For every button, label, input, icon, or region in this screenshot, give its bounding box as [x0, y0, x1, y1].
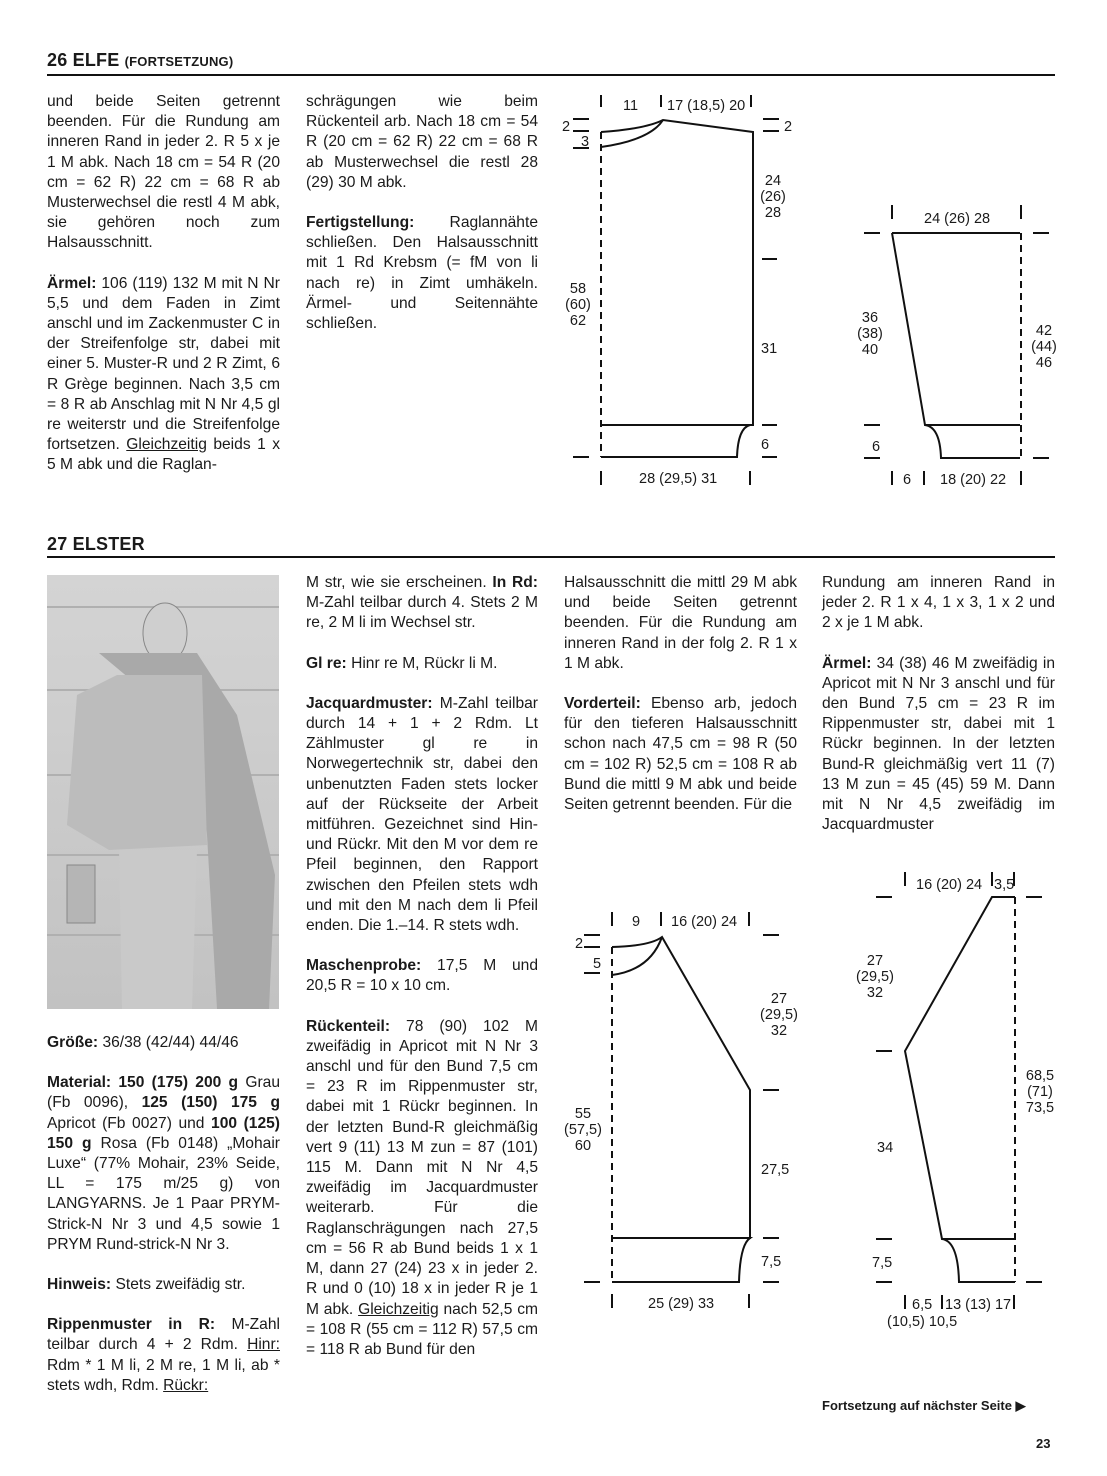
text: Ebenso arb, jedoch für den tieferen Halsausschnitt schon nach 47,5 cm = 98 R (50 cm = 102 R) 52,5 cm = 108 R ab Bund die mittl 9 M abk und beide Seiten getrennt beenden. Für die — [564, 695, 797, 814]
dim-label: 27 — [770, 991, 788, 1007]
paragraph-rib — [47, 1315, 280, 1396]
label: Ärmel: — [822, 654, 872, 672]
label: Größe: — [47, 1034, 99, 1051]
paragraph-back — [306, 1017, 538, 1360]
dim-label: 6 — [761, 437, 770, 453]
paragraph: und beide Seiten getrennt beenden. Für die Rundung am inneren Rand in jeder 2. R 5 x je 1 M abk. Nach 18 cm = 54 R (20 cm = 62 R) 22 cm = 68 R ab Musterwechsel die restl 4 M abk, sie gehören noch zum Halsausschnitt. — [47, 93, 280, 252]
dim-label: (60) — [565, 297, 591, 313]
model-photo — [47, 575, 279, 1009]
dim-label: 2 — [575, 936, 584, 952]
text: Stets zweifädig str. — [111, 1276, 246, 1294]
dim-label: 7,5 — [761, 1254, 782, 1270]
text: M str, wie sie erscheinen. — [306, 574, 493, 591]
photo-illustration — [47, 575, 279, 1009]
emphasis: Hinr: — [247, 1336, 280, 1354]
text: 34 (38) 46 M zweifädig in Apricot mit N Nr 3 anschl und für den Bund 7,5 cm = 23 R im Rippenmuster str, dabei mit 1 Rückr beginnen. In der letzten Bund-R gleichmäßig vert 11 (7) 13 M zun = 45 (45) 59 M. Dann mit N Nr 4,5 zweifädig im Jacquardmuster — [822, 654, 1055, 834]
rib-outline — [925, 425, 1020, 458]
paragraph-sleeve — [822, 654, 1055, 836]
paragraph-front — [564, 694, 797, 815]
label: Hinweis: — [47, 1276, 112, 1294]
dim-label: 6,5 — [912, 1297, 933, 1313]
label: Vorderteil: — [564, 695, 641, 713]
neck-curve — [612, 937, 662, 975]
dim-label: 62 — [569, 313, 587, 329]
outline — [612, 937, 750, 1238]
dim-label: 25 (29) 33 — [648, 1296, 715, 1312]
amount: 125 (150) 175 g — [141, 1094, 280, 1112]
text-column-27-4 — [822, 573, 1055, 855]
paragraph-size — [47, 1033, 280, 1053]
text: 78 (90) 102 M zweifädig in Apricot mit N Nr 3 anschl und für den Bund 7,5 cm = 23 R im Rippenmuster str, dabei mit 1 Rückr beginnen. In der letzten Bund-R gleichmäßig vert 9 (11) 13 M zun = 87 (101) 115 M. Dann mit N Nr 4,5 zweifädig im Jacquardmuster weiterarb. Für die Raglanschrägungen nach 27,5 cm = 56 R ab Bund beids 1 x 1 M, dann 27 (24) 23 x in jeder 2. R und 0 (10) 18 x in jeder R je 1 M abk. — [306, 1017, 538, 1318]
dim-label: 73,5 — [1025, 1100, 1055, 1116]
text: beids 1 x 5 M abk und die Raglan- — [47, 436, 280, 474]
dim-label: 16 (20) 24 — [671, 914, 738, 930]
label: Material: — [47, 1074, 112, 1092]
label: Jacquardmuster: — [306, 694, 433, 712]
paragraph-gauge — [306, 956, 538, 996]
section-title: 26 ELFE — [47, 50, 120, 70]
paragraph-jacquard — [306, 694, 538, 936]
dim-label: 27 — [866, 953, 884, 969]
dim-label: 18 (20) 22 — [940, 472, 1007, 488]
dim-label: 58 — [569, 281, 587, 297]
outline — [905, 897, 1015, 1239]
label: Fertigstellung: — [306, 214, 415, 232]
paragraph: schrägungen wie beim Rückenteil arb. Nach 18 cm = 54 R (20 cm = 62 R) 22 cm = 68 R ab Musterwechsel die restl 28 (29) 30 M abk. — [306, 93, 538, 191]
amount: 150 (175) 200 g — [111, 1074, 239, 1092]
text-column-27-1 — [47, 1033, 280, 1416]
dim-label: 42 — [1035, 323, 1053, 339]
paragraph: Rundung am inneren Rand in jeder 2. R 1 x 4, 1 x 3, 1 x 2 und 2 x je 1 M abk. — [822, 574, 1055, 632]
schematic-body-27 — [560, 900, 805, 1320]
dim-label: 2 — [784, 119, 793, 135]
dim-label: 68,5 — [1025, 1068, 1055, 1084]
rib-outline — [942, 1239, 1015, 1282]
label: Ärmel: — [47, 274, 97, 292]
text: Grau (Fb 0096), — [47, 1074, 281, 1112]
dim-label: 11 — [623, 98, 639, 114]
dim-label: 28 (29,5) 31 — [639, 471, 718, 487]
label: Rückenteil: — [306, 1017, 391, 1035]
paragraph: Halsausschnitt die mittl 29 M abk und beide Seiten getrennt beenden. Für die Rundung am inneren Rand in der folg 2. R 1 x 1 M abk. — [564, 574, 797, 672]
text: Hinr re M, Rückr li M. — [346, 654, 498, 672]
paragraph-gl-re — [306, 654, 538, 674]
schematic-sleeve-26 — [840, 195, 1070, 495]
text-column-27-3 — [564, 573, 797, 835]
text: Raglannähte schließen. Den Halsausschnitt mit 1 Rd Krebsm (= fM von li nach re) in Zimt umhäkeln. Ärmel- und Seitennähte schließen. — [306, 214, 538, 333]
text-column-26-1 — [47, 92, 280, 496]
dim-label: 5 — [593, 956, 602, 972]
dim-label: 17 (18,5) 20 — [667, 98, 746, 114]
dim-label: 13 (13) 17 — [945, 1297, 1012, 1313]
amount: 100 (125) 150 g — [47, 1114, 281, 1152]
text-column-26-2 — [306, 92, 538, 354]
text-column-27-2 — [306, 573, 538, 1380]
label: Rippenmuster in R: — [47, 1316, 216, 1334]
emphasis: Gleichzeitig — [126, 436, 207, 454]
dim-label: (26) — [760, 189, 786, 205]
dim-label: 60 — [574, 1138, 592, 1154]
section-header-27 — [47, 533, 1055, 558]
dim-label: 46 — [1035, 355, 1053, 371]
dim-label: 24 (26) 28 — [924, 211, 991, 227]
emphasis: Rückr: — [163, 1376, 209, 1394]
dim-label: 6 — [903, 472, 912, 488]
dim-label: (71) — [1027, 1084, 1053, 1100]
dim-label: 34 — [877, 1140, 894, 1156]
dim-label: 3,5 — [994, 877, 1015, 893]
dim-label: (38) — [857, 326, 883, 342]
label: In Rd: — [492, 574, 538, 591]
schematic-sleeve-27 — [830, 865, 1070, 1335]
text: Apricot (Fb 0027) und — [47, 1114, 212, 1132]
dim-label: 31 — [761, 341, 778, 357]
outline — [601, 120, 753, 425]
dim-label: 2 — [562, 119, 571, 135]
text: 106 (119) 132 M mit N Nr 5,5 und dem Faden in Zimt anschl und im Zackenmuster C in der Streifenfolge str, dabei mit einer 5. Muster-R und 2 R Zimt, 6 R Grège beginnen. Nach 3,5 cm = 8 R ab Anschlag mit N Nr 4,5 gl re weiterstr und die Streifenfolge fortsetzen. — [47, 274, 280, 454]
label: Gl re: — [306, 654, 347, 672]
text: Rosa (Fb 0148) „Mohair Luxe“ (77% Mohair, 23% Seide, LL = 175 m/25 g) von LANGYARNS. Je 1 Paar PRYM-Strick-N Nr 3 und 4,5 sowie 1 PRYM Rund-strick-N Nr 3. — [47, 1134, 280, 1253]
paragraph-material — [47, 1073, 280, 1255]
text: 36/38 (42/44) 44/46 — [98, 1034, 239, 1051]
emphasis: Gleichzeitig — [358, 1300, 439, 1318]
schematic-body-26 — [555, 85, 815, 495]
paragraph-finishing — [306, 213, 538, 334]
dim-label: 3 — [581, 134, 590, 150]
dim-label: (10,5) 10,5 — [887, 1314, 958, 1330]
continue-next-page-link[interactable]: Fortsetzung auf nächster Seite ▶ — [822, 1398, 1026, 1413]
dim-label: 16 (20) 24 — [916, 877, 983, 893]
dim-label: 32 — [770, 1023, 788, 1039]
dim-label: 40 — [861, 342, 879, 358]
paragraph-hint — [47, 1275, 280, 1295]
text: 17,5 M und 20,5 R = 10 x 10 cm. — [306, 957, 538, 995]
dim-label: 32 — [866, 985, 884, 1001]
dim-label: 36 — [861, 310, 879, 326]
dim-label: 27,5 — [761, 1162, 790, 1178]
rib-outline — [601, 425, 750, 457]
section-header-26 — [47, 49, 1055, 76]
page-number: 23 — [1036, 1436, 1051, 1451]
section-title: 27 ELSTER — [47, 534, 145, 554]
text: M-Zahl teilbar durch 4. Stets 2 M re, 2 M li im Wechsel str. — [306, 594, 538, 632]
dim-label: 9 — [632, 914, 641, 930]
section-subtitle: (FORTSETZUNG) — [124, 54, 234, 69]
dim-label: 24 — [764, 173, 782, 189]
dim-label: (57,5) — [564, 1122, 602, 1138]
text: M-Zahl teilbar durch 14 + 1 + 2 Rdm. Lt Zählmuster gl re in Norwegertechnik str, dabei den unbenutzten Faden stets locker auf der Rückseite der Arbeit mitführen. Gezeichnet sind Hin- und Rückr. Mit den M vor dem re Pfeil beginnen, den Rapport zwischen den Pfeilen stets wdh und mit den M nach dem li Pfeil enden. Die 1.–14. R stets wdh. — [306, 694, 538, 935]
dim-label: 28 — [764, 205, 782, 221]
text: Rdm * 1 M li, 2 M re, 1 M li, ab * stets wdh, Rdm. — [47, 1356, 280, 1394]
dim-label: 6 — [872, 439, 881, 455]
paragraph — [306, 573, 538, 634]
dim-label: (29,5) — [856, 969, 894, 985]
rib-outline — [612, 1238, 750, 1282]
text: nach 52,5 cm = 108 R (55 cm = 112 R) 57,5 cm = 118 R ab Bund für den — [306, 1300, 538, 1358]
label: Maschenprobe: — [306, 957, 422, 975]
outline — [892, 233, 1020, 425]
dim-label: (44) — [1031, 339, 1057, 355]
dim-label: (29,5) — [760, 1007, 798, 1023]
dim-label: 7,5 — [872, 1255, 893, 1271]
dim-label: 55 — [574, 1106, 592, 1122]
text: M-Zahl teilbar durch 4 + 2 Rdm. — [47, 1316, 280, 1354]
paragraph-sleeve — [47, 274, 280, 476]
